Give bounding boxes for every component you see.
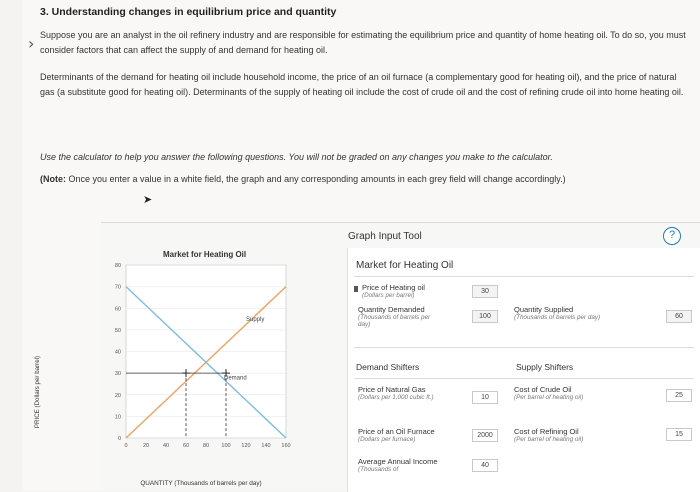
help-icon[interactable]: ? bbox=[663, 227, 681, 245]
x-tick-label: 60 bbox=[182, 443, 190, 449]
x-tick-label: 120 bbox=[241, 443, 251, 449]
y-tick-label: 80 bbox=[114, 263, 121, 269]
crude-label bbox=[514, 386, 604, 401]
gas-label-text: Price of Natural Gas bbox=[358, 385, 426, 394]
x-tick-label: 20 bbox=[142, 443, 150, 449]
input-panel bbox=[347, 248, 700, 492]
y-tick-label: 0 bbox=[117, 436, 121, 442]
graph-input-tool bbox=[34, 222, 700, 491]
determinants-paragraph: Determinants of the demand for heating oil include household income, the price of an oil furnace (a complementary good for heating oil), and the price of natural gas (a substitute good for heating oil). Determinants of the supply of heating oil include the cost of crude oil and the cost of refining crude oil into home heating oil. bbox=[40, 72, 684, 97]
note-body: Once you enter a value in a white field, the graph and any corresponding amounts in each grey field will change accordingly.) bbox=[66, 174, 566, 184]
x-tick-label: 40 bbox=[162, 443, 170, 449]
gas-unit: (Dollars per 1,000 cubic ft.) bbox=[358, 394, 434, 401]
x-tick-label: 0 bbox=[124, 443, 128, 449]
crude-unit: (Per barrel of heating oil) bbox=[514, 394, 584, 401]
note-text bbox=[40, 172, 690, 187]
furnace-unit: (Dollars per furnace) bbox=[358, 436, 416, 443]
qd-unit: (Thousands of barrels per day) bbox=[358, 314, 431, 328]
note-label: (Note: bbox=[40, 174, 66, 184]
divider bbox=[354, 276, 694, 277]
crude-input[interactable]: 25 bbox=[666, 389, 692, 402]
furnace-label bbox=[358, 428, 443, 443]
crude-label-text: Cost of Crude Oil bbox=[514, 385, 572, 394]
graph-title: Market for Heating Oil bbox=[163, 250, 247, 259]
mouse-cursor-icon: ➤ bbox=[143, 194, 153, 206]
y-tick-label: 10 bbox=[114, 414, 121, 421]
y-tick-label: 60 bbox=[114, 306, 121, 313]
chevron-right-icon[interactable]: › bbox=[28, 34, 35, 53]
gas-label bbox=[358, 386, 443, 401]
qd-label bbox=[358, 306, 438, 328]
y-tick-label: 70 bbox=[114, 284, 121, 291]
x-tick-label: 160 bbox=[281, 443, 291, 449]
y-tick-label: 40 bbox=[114, 349, 121, 356]
supply-label: Supply bbox=[246, 317, 265, 324]
x-tick-label: 80 bbox=[202, 443, 210, 449]
refining-input[interactable]: 15 bbox=[666, 428, 692, 441]
x-tick-label: 140 bbox=[261, 443, 271, 449]
income-label bbox=[358, 458, 443, 473]
divider bbox=[354, 378, 694, 379]
refining-label bbox=[514, 428, 604, 443]
supply-shifters-heading: Supply Shifters bbox=[516, 362, 574, 372]
panel-heading: Market for Heating Oil bbox=[356, 260, 454, 271]
y-axis-label: PRICE (Dollars per barrel) bbox=[34, 355, 41, 429]
intro-paragraph: Suppose you are an analyst in the oil refinery industry and are responsible for estimating the equilibrium price and quantity of home heating oil. To do so, you must consider factors that can affect the supply of and demand for heating oil. bbox=[40, 30, 686, 55]
divider bbox=[354, 347, 694, 348]
market-chart bbox=[34, 259, 346, 492]
furnace-input[interactable]: 2000 bbox=[472, 429, 498, 442]
refining-label-text: Cost of Refining Oil bbox=[514, 427, 579, 436]
income-label-text: Average Annual Income bbox=[358, 457, 438, 466]
qs-label-text: Quantity Supplied bbox=[514, 305, 574, 314]
x-axis-label: QUANTITY (Thousands of barrels per day) bbox=[140, 480, 262, 487]
qd-label-text: Quantity Demanded bbox=[358, 305, 425, 314]
refining-unit: (Per barrel of heating oil) bbox=[514, 436, 584, 443]
demand-label: Demand bbox=[224, 375, 247, 382]
price-label-text: Price of Heating oil bbox=[362, 283, 425, 292]
price-label bbox=[362, 284, 462, 299]
gas-input[interactable]: 10 bbox=[472, 391, 498, 404]
income-unit: (Thousands of bbox=[358, 466, 399, 473]
y-tick-label: 30 bbox=[114, 371, 121, 378]
qs-label bbox=[514, 306, 604, 321]
qs-unit: (Thousands of barrels per day) bbox=[514, 314, 601, 321]
x-tick-label: 100 bbox=[221, 443, 231, 449]
price-marker-icon bbox=[354, 286, 358, 292]
tool-title: Graph Input Tool bbox=[348, 231, 422, 242]
question-title: 3. Understanding changes in equilibrium price and quantity bbox=[40, 6, 337, 18]
price-unit: (Dollars per barrel) bbox=[362, 292, 415, 299]
demand-shifters-heading: Demand Shifters bbox=[356, 362, 420, 372]
furnace-label-text: Price of an Oil Furnace bbox=[358, 427, 435, 436]
qd-field: 100 bbox=[472, 310, 498, 323]
calculator-instruction: Use the calculator to help you answer the following questions. You will not be graded on any changes you make to the calculator. bbox=[40, 152, 553, 162]
qs-field: 60 bbox=[666, 310, 692, 323]
income-input[interactable]: 40 bbox=[472, 459, 498, 472]
question-page bbox=[22, 0, 700, 491]
price-field: 30 bbox=[472, 285, 498, 298]
y-tick-label: 50 bbox=[114, 327, 121, 334]
y-tick-label: 20 bbox=[114, 392, 121, 399]
